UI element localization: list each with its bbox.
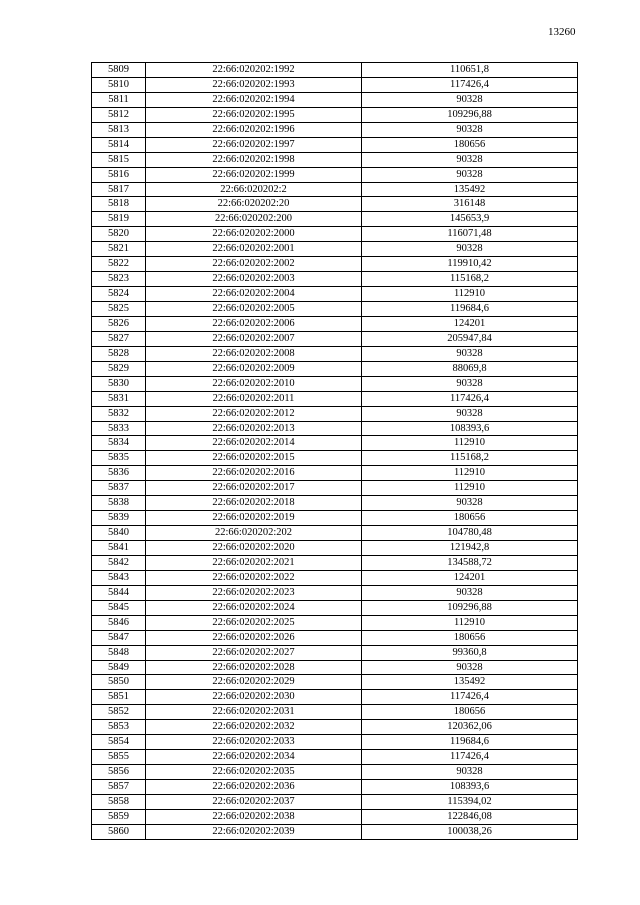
row-number-cell: 5811 bbox=[92, 92, 146, 107]
cadastral-number-cell: 22:66:020202:2009 bbox=[146, 361, 362, 376]
row-number-cell: 5846 bbox=[92, 615, 146, 630]
value-cell: 115168,2 bbox=[362, 272, 578, 287]
row-number-cell: 5832 bbox=[92, 406, 146, 421]
value-cell: 108393,6 bbox=[362, 780, 578, 795]
value-cell: 115168,2 bbox=[362, 451, 578, 466]
table-row bbox=[92, 152, 578, 167]
cadastral-number-cell: 22:66:020202:202 bbox=[146, 526, 362, 541]
cadastral-number-cell: 22:66:020202:1992 bbox=[146, 63, 362, 78]
cadastral-number-cell: 22:66:020202:2007 bbox=[146, 331, 362, 346]
row-number-cell: 5824 bbox=[92, 287, 146, 302]
cadastral-number-cell: 22:66:020202:2023 bbox=[146, 585, 362, 600]
value-cell: 90328 bbox=[362, 92, 578, 107]
cadastral-number-cell: 22:66:020202:2002 bbox=[146, 257, 362, 272]
row-number-cell: 5831 bbox=[92, 391, 146, 406]
row-number-cell: 5812 bbox=[92, 107, 146, 122]
table-row bbox=[92, 496, 578, 511]
cadastral-number-cell: 22:66:020202:200 bbox=[146, 212, 362, 227]
cadastral-number-cell: 22:66:020202:2028 bbox=[146, 660, 362, 675]
row-number-cell: 5813 bbox=[92, 122, 146, 137]
cadastral-number-cell: 22:66:020202:2010 bbox=[146, 376, 362, 391]
table-row bbox=[92, 824, 578, 839]
table-row bbox=[92, 809, 578, 824]
table-row bbox=[92, 257, 578, 272]
cadastral-number-cell: 22:66:020202:2003 bbox=[146, 272, 362, 287]
table-row bbox=[92, 406, 578, 421]
cadastral-number-cell: 22:66:020202:1994 bbox=[146, 92, 362, 107]
table-row bbox=[92, 481, 578, 496]
value-cell: 115394,02 bbox=[362, 794, 578, 809]
value-cell: 109296,88 bbox=[362, 107, 578, 122]
table-row bbox=[92, 630, 578, 645]
value-cell: 135492 bbox=[362, 182, 578, 197]
cadastral-number-cell: 22:66:020202:2015 bbox=[146, 451, 362, 466]
value-cell: 100038,26 bbox=[362, 824, 578, 839]
table-row bbox=[92, 511, 578, 526]
value-cell: 90328 bbox=[362, 765, 578, 780]
table-row bbox=[92, 212, 578, 227]
cadastral-number-cell: 22:66:020202:2 bbox=[146, 182, 362, 197]
value-cell: 90328 bbox=[362, 346, 578, 361]
table-row bbox=[92, 391, 578, 406]
table-row bbox=[92, 107, 578, 122]
cadastral-number-cell: 22:66:020202:1997 bbox=[146, 137, 362, 152]
cadastral-number-cell: 22:66:020202:2035 bbox=[146, 765, 362, 780]
value-cell: 90328 bbox=[362, 242, 578, 257]
cadastral-number-cell: 22:66:020202:2018 bbox=[146, 496, 362, 511]
value-cell: 90328 bbox=[362, 122, 578, 137]
value-cell: 90328 bbox=[362, 585, 578, 600]
cadastral-number-cell: 22:66:020202:2006 bbox=[146, 316, 362, 331]
row-number-cell: 5849 bbox=[92, 660, 146, 675]
value-cell: 104780,48 bbox=[362, 526, 578, 541]
cadastral-number-cell: 22:66:020202:2031 bbox=[146, 705, 362, 720]
row-number-cell: 5829 bbox=[92, 361, 146, 376]
table-row bbox=[92, 137, 578, 152]
cadastral-number-cell: 22:66:020202:2025 bbox=[146, 615, 362, 630]
table-row bbox=[92, 197, 578, 212]
cadastral-number-cell: 22:66:020202:2000 bbox=[146, 227, 362, 242]
row-number-cell: 5818 bbox=[92, 197, 146, 212]
table-row bbox=[92, 77, 578, 92]
cadastral-number-cell: 22:66:020202:2012 bbox=[146, 406, 362, 421]
table-row bbox=[92, 526, 578, 541]
value-cell: 112910 bbox=[362, 287, 578, 302]
table-row bbox=[92, 600, 578, 615]
row-number-cell: 5850 bbox=[92, 675, 146, 690]
value-cell: 112910 bbox=[362, 466, 578, 481]
row-number-cell: 5852 bbox=[92, 705, 146, 720]
cadastral-number-cell: 22:66:020202:2030 bbox=[146, 690, 362, 705]
table-row bbox=[92, 272, 578, 287]
table-row bbox=[92, 466, 578, 481]
row-number-cell: 5857 bbox=[92, 780, 146, 795]
row-number-cell: 5848 bbox=[92, 645, 146, 660]
row-number-cell: 5825 bbox=[92, 302, 146, 317]
cadastral-number-cell: 22:66:020202:2008 bbox=[146, 346, 362, 361]
table-row bbox=[92, 242, 578, 257]
table-row bbox=[92, 720, 578, 735]
page-number: 13260 bbox=[548, 26, 576, 38]
value-cell: 90328 bbox=[362, 660, 578, 675]
row-number-cell: 5842 bbox=[92, 555, 146, 570]
cadastral-number-cell: 22:66:020202:2034 bbox=[146, 750, 362, 765]
table-row bbox=[92, 436, 578, 451]
cadastral-number-cell: 22:66:020202:2039 bbox=[146, 824, 362, 839]
row-number-cell: 5822 bbox=[92, 257, 146, 272]
table-row bbox=[92, 451, 578, 466]
value-cell: 119684,6 bbox=[362, 302, 578, 317]
row-number-cell: 5855 bbox=[92, 750, 146, 765]
value-cell: 119910,42 bbox=[362, 257, 578, 272]
row-number-cell: 5840 bbox=[92, 526, 146, 541]
row-number-cell: 5841 bbox=[92, 541, 146, 556]
value-cell: 119684,6 bbox=[362, 735, 578, 750]
cadastral-number-cell: 22:66:020202:2019 bbox=[146, 511, 362, 526]
value-cell: 180656 bbox=[362, 137, 578, 152]
row-number-cell: 5854 bbox=[92, 735, 146, 750]
cadastral-number-cell: 22:66:020202:2036 bbox=[146, 780, 362, 795]
cadastral-number-cell: 22:66:020202:2027 bbox=[146, 645, 362, 660]
table-row bbox=[92, 585, 578, 600]
row-number-cell: 5843 bbox=[92, 570, 146, 585]
table-row bbox=[92, 750, 578, 765]
table-row bbox=[92, 122, 578, 137]
cadastral-number-cell: 22:66:020202:1993 bbox=[146, 77, 362, 92]
cadastral-number-cell: 22:66:020202:2026 bbox=[146, 630, 362, 645]
cadastral-number-cell: 22:66:020202:2017 bbox=[146, 481, 362, 496]
row-number-cell: 5836 bbox=[92, 466, 146, 481]
table-row bbox=[92, 63, 578, 78]
value-cell: 135492 bbox=[362, 675, 578, 690]
table-row bbox=[92, 675, 578, 690]
value-cell: 112910 bbox=[362, 481, 578, 496]
value-cell: 90328 bbox=[362, 496, 578, 511]
table-row bbox=[92, 541, 578, 556]
table-row bbox=[92, 780, 578, 795]
cadastral-number-cell: 22:66:020202:2022 bbox=[146, 570, 362, 585]
table-row bbox=[92, 735, 578, 750]
row-number-cell: 5851 bbox=[92, 690, 146, 705]
row-number-cell: 5860 bbox=[92, 824, 146, 839]
table-row bbox=[92, 570, 578, 585]
cadastral-number-cell: 22:66:020202:2014 bbox=[146, 436, 362, 451]
row-number-cell: 5835 bbox=[92, 451, 146, 466]
table-row bbox=[92, 316, 578, 331]
value-cell: 121942,8 bbox=[362, 541, 578, 556]
value-cell: 122846,08 bbox=[362, 809, 578, 824]
cadastral-number-cell: 22:66:020202:2037 bbox=[146, 794, 362, 809]
row-number-cell: 5847 bbox=[92, 630, 146, 645]
table-row bbox=[92, 167, 578, 182]
cadastral-number-cell: 22:66:020202:20 bbox=[146, 197, 362, 212]
table-row bbox=[92, 615, 578, 630]
cadastral-number-cell: 22:66:020202:2024 bbox=[146, 600, 362, 615]
value-cell: 180656 bbox=[362, 630, 578, 645]
row-number-cell: 5823 bbox=[92, 272, 146, 287]
table-row bbox=[92, 92, 578, 107]
row-number-cell: 5821 bbox=[92, 242, 146, 257]
row-number-cell: 5827 bbox=[92, 331, 146, 346]
table-row bbox=[92, 660, 578, 675]
table-row bbox=[92, 765, 578, 780]
row-number-cell: 5816 bbox=[92, 167, 146, 182]
cadastral-number-cell: 22:66:020202:2020 bbox=[146, 541, 362, 556]
row-number-cell: 5814 bbox=[92, 137, 146, 152]
value-cell: 180656 bbox=[362, 705, 578, 720]
value-cell: 180656 bbox=[362, 511, 578, 526]
value-cell: 316148 bbox=[362, 197, 578, 212]
row-number-cell: 5856 bbox=[92, 765, 146, 780]
row-number-cell: 5817 bbox=[92, 182, 146, 197]
table-row bbox=[92, 421, 578, 436]
value-cell: 205947,84 bbox=[362, 331, 578, 346]
cadastral-number-cell: 22:66:020202:2021 bbox=[146, 555, 362, 570]
value-cell: 90328 bbox=[362, 152, 578, 167]
row-number-cell: 5819 bbox=[92, 212, 146, 227]
cadastral-number-cell: 22:66:020202:2013 bbox=[146, 421, 362, 436]
cadastral-number-cell: 22:66:020202:2029 bbox=[146, 675, 362, 690]
table-row bbox=[92, 182, 578, 197]
cadastral-number-cell: 22:66:020202:2033 bbox=[146, 735, 362, 750]
value-cell: 117426,4 bbox=[362, 391, 578, 406]
table-row bbox=[92, 302, 578, 317]
value-cell: 88069,8 bbox=[362, 361, 578, 376]
value-cell: 117426,4 bbox=[362, 690, 578, 705]
cadastral-number-cell: 22:66:020202:2032 bbox=[146, 720, 362, 735]
table-row bbox=[92, 287, 578, 302]
table-row bbox=[92, 690, 578, 705]
row-number-cell: 5858 bbox=[92, 794, 146, 809]
row-number-cell: 5826 bbox=[92, 316, 146, 331]
cadastral-number-cell: 22:66:020202:2011 bbox=[146, 391, 362, 406]
cadastral-number-cell: 22:66:020202:2016 bbox=[146, 466, 362, 481]
row-number-cell: 5839 bbox=[92, 511, 146, 526]
value-cell: 116071,48 bbox=[362, 227, 578, 242]
row-number-cell: 5834 bbox=[92, 436, 146, 451]
cadastral-number-cell: 22:66:020202:1999 bbox=[146, 167, 362, 182]
cadastral-number-cell: 22:66:020202:1998 bbox=[146, 152, 362, 167]
value-cell: 124201 bbox=[362, 316, 578, 331]
row-number-cell: 5838 bbox=[92, 496, 146, 511]
row-number-cell: 5844 bbox=[92, 585, 146, 600]
row-number-cell: 5845 bbox=[92, 600, 146, 615]
table-row bbox=[92, 376, 578, 391]
row-number-cell: 5815 bbox=[92, 152, 146, 167]
table-row bbox=[92, 227, 578, 242]
row-number-cell: 5859 bbox=[92, 809, 146, 824]
value-cell: 110651,8 bbox=[362, 63, 578, 78]
value-cell: 90328 bbox=[362, 406, 578, 421]
value-cell: 90328 bbox=[362, 376, 578, 391]
value-cell: 112910 bbox=[362, 436, 578, 451]
row-number-cell: 5833 bbox=[92, 421, 146, 436]
value-cell: 108393,6 bbox=[362, 421, 578, 436]
cadastral-number-cell: 22:66:020202:1995 bbox=[146, 107, 362, 122]
cadastral-number-cell: 22:66:020202:2001 bbox=[146, 242, 362, 257]
row-number-cell: 5820 bbox=[92, 227, 146, 242]
table-row bbox=[92, 346, 578, 361]
row-number-cell: 5828 bbox=[92, 346, 146, 361]
row-number-cell: 5809 bbox=[92, 63, 146, 78]
value-cell: 117426,4 bbox=[362, 750, 578, 765]
value-cell: 124201 bbox=[362, 570, 578, 585]
value-cell: 117426,4 bbox=[362, 77, 578, 92]
row-number-cell: 5810 bbox=[92, 77, 146, 92]
value-cell: 99360,8 bbox=[362, 645, 578, 660]
value-cell: 112910 bbox=[362, 615, 578, 630]
value-cell: 120362,06 bbox=[362, 720, 578, 735]
table-row bbox=[92, 331, 578, 346]
cadastral-number-cell: 22:66:020202:1996 bbox=[146, 122, 362, 137]
cadastral-number-cell: 22:66:020202:2038 bbox=[146, 809, 362, 824]
cadastral-number-cell: 22:66:020202:2005 bbox=[146, 302, 362, 317]
cadastral-number-cell: 22:66:020202:2004 bbox=[146, 287, 362, 302]
value-cell: 90328 bbox=[362, 167, 578, 182]
value-cell: 134588,72 bbox=[362, 555, 578, 570]
value-cell: 109296,88 bbox=[362, 600, 578, 615]
table-row bbox=[92, 645, 578, 660]
table-row bbox=[92, 555, 578, 570]
table-row bbox=[92, 794, 578, 809]
row-number-cell: 5853 bbox=[92, 720, 146, 735]
row-number-cell: 5837 bbox=[92, 481, 146, 496]
table-body bbox=[92, 63, 578, 840]
table-row bbox=[92, 361, 578, 376]
value-cell: 145653,9 bbox=[362, 212, 578, 227]
row-number-cell: 5830 bbox=[92, 376, 146, 391]
table-row bbox=[92, 705, 578, 720]
cadastral-table bbox=[91, 62, 578, 840]
